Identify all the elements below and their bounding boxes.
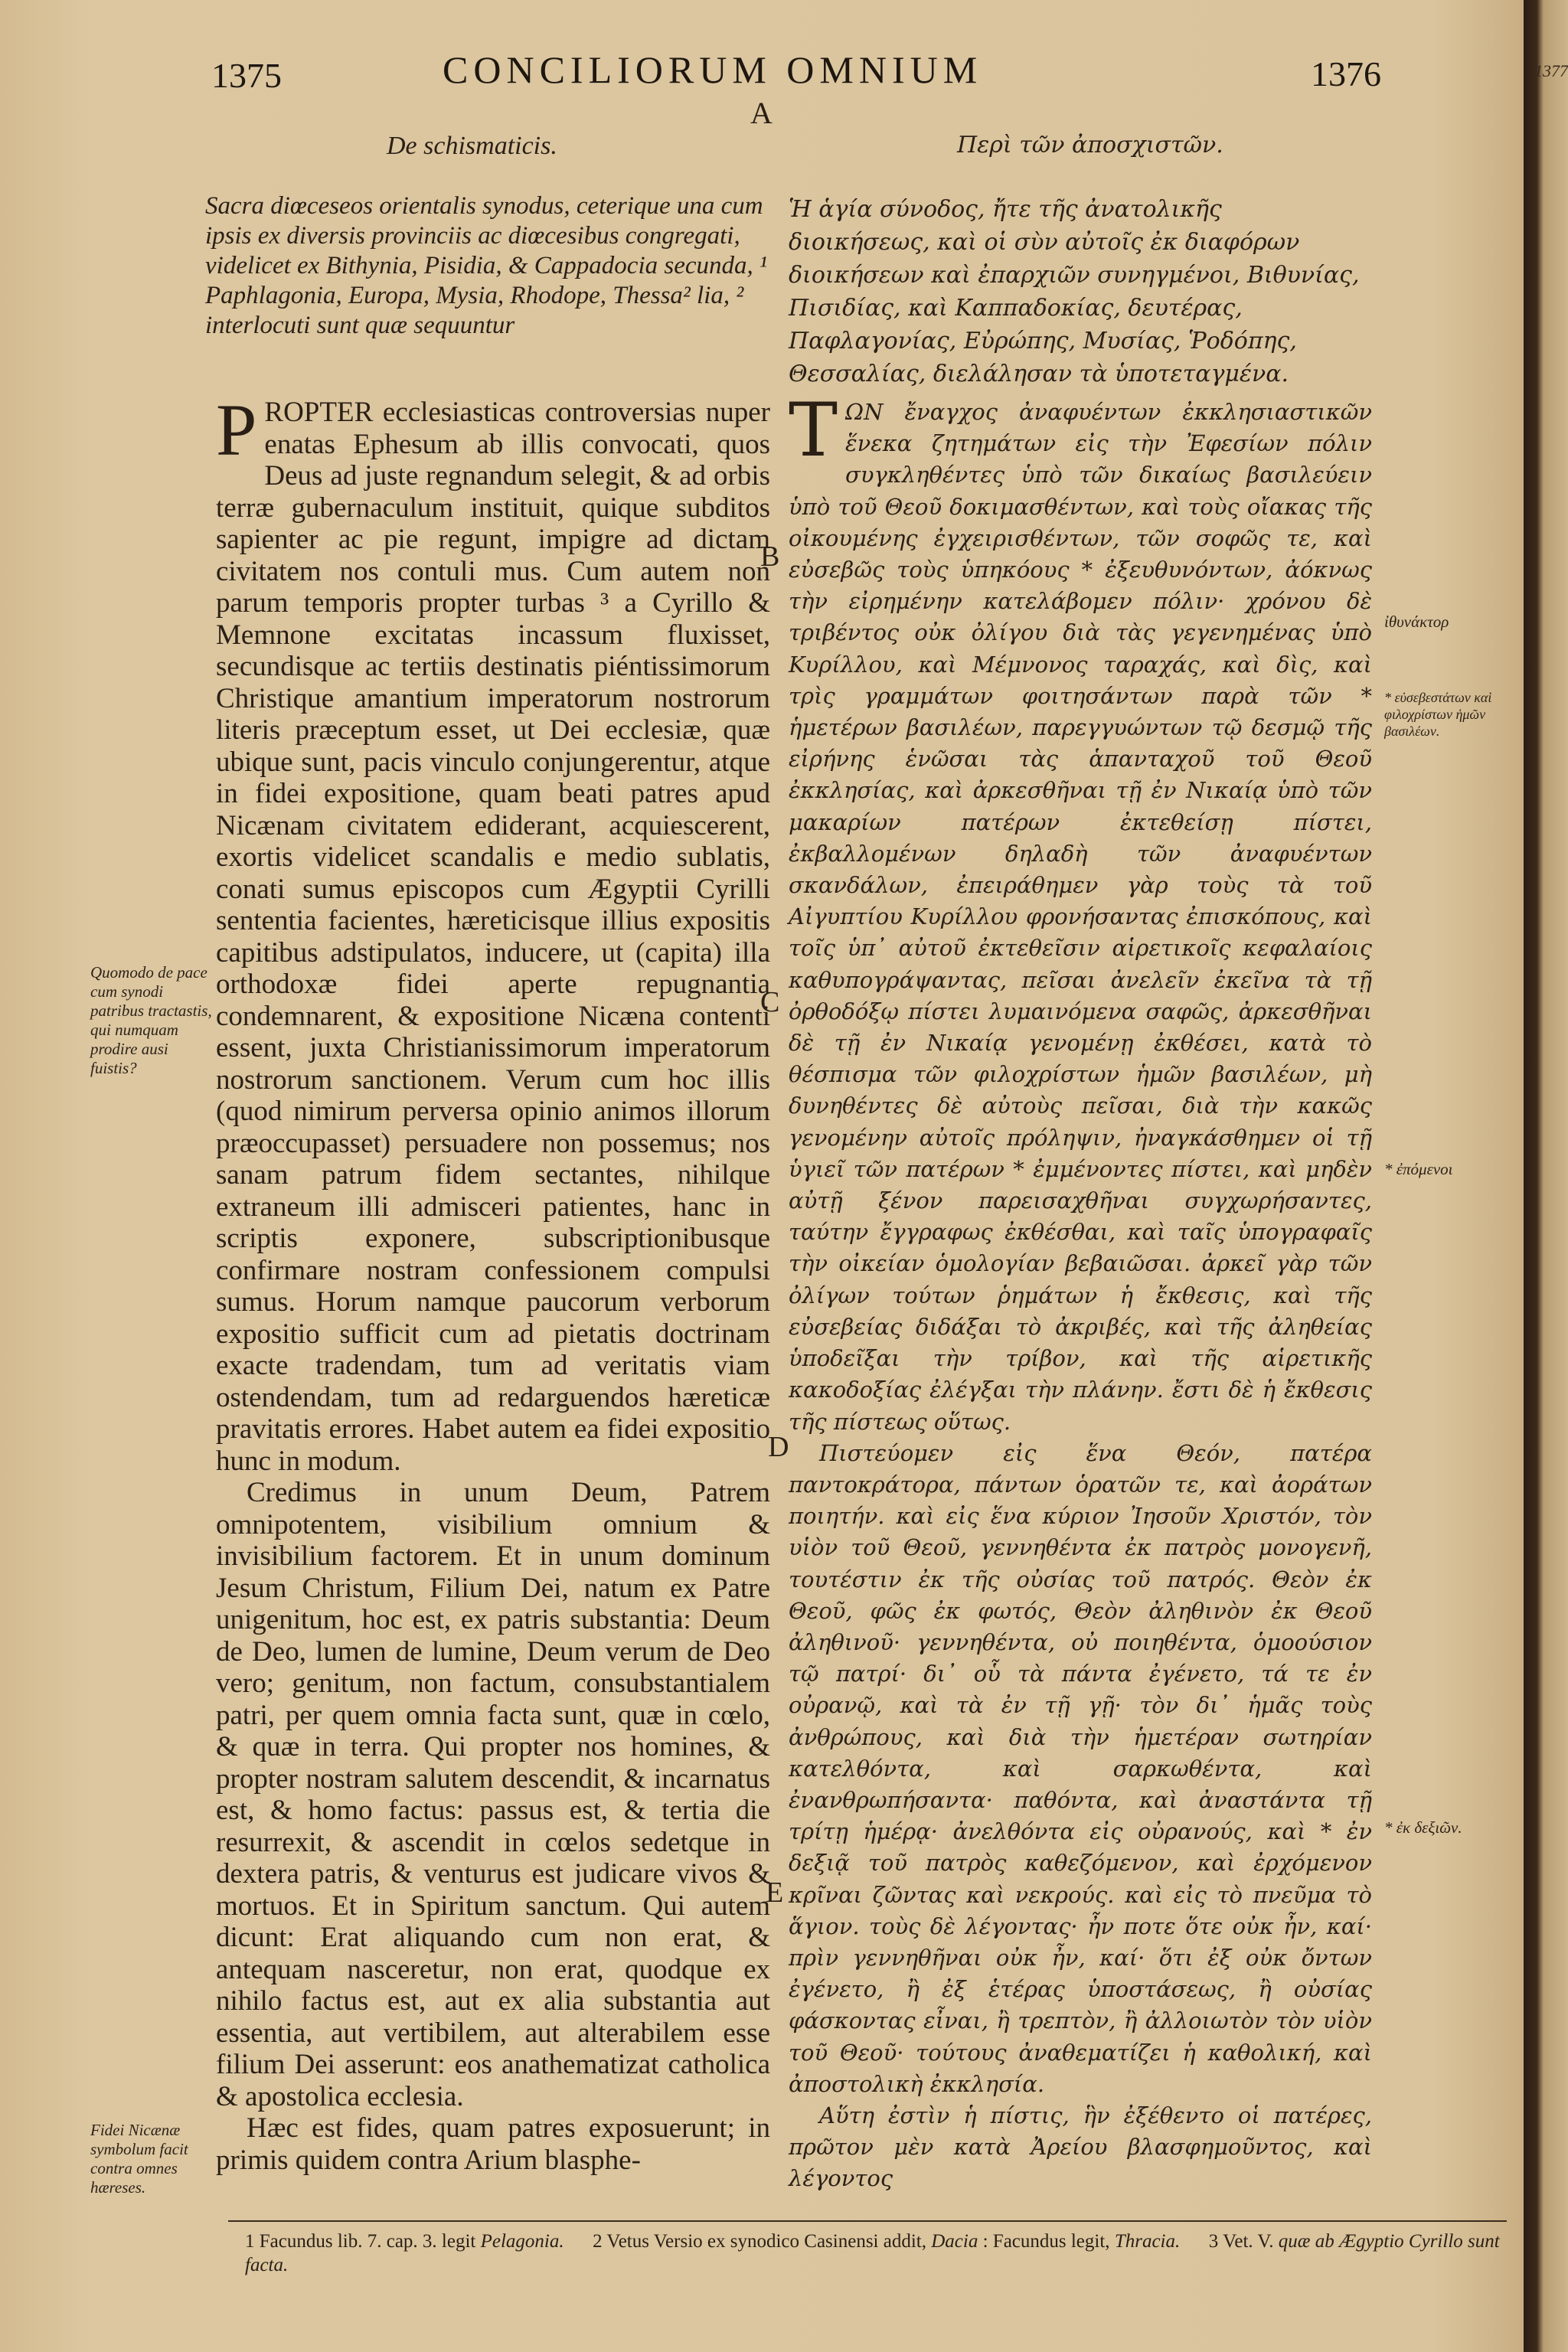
page-number-left: 1375 [211,56,282,95]
next-page-number: 1377 [1534,61,1568,80]
footnote-1-italic: Pelagonia. [480,2231,564,2252]
section-letter-d: D [768,1431,789,1463]
section-letter-c: C [760,986,780,1018]
footnote-3-number: 3 [1208,2231,1219,2252]
greek-heading: Περὶ τῶν ἀποσχιστῶν. [957,132,1223,158]
greek-drop-cap: Τ [789,387,838,473]
margin-note-basileon: * εὐσεβεστάτων καὶ φιλοχρίστων ἡμῶν βασιλέων. [1384,690,1492,739]
latin-intro [205,191,772,341]
page-number-right: 1376 [1311,54,1381,93]
footnotes [245,2230,1501,2277]
latin-intro-text: Sacra diœceseos orientalis synodus, ceterique una cum ipsis ex diversis provinciis ac diœcesibus congregati, videlicet ex Bithynia, Pisidia, & Cappadocia secunda, ¹ Paphlagonia, Europa, Mysia, Rhodope, Thessa² lia, ² interlocuti sunt quæ sequuntur [205,192,767,339]
latin-paragraph-1 [216,389,770,1477]
footnote-2-rest: : Facundus legit, [982,2231,1110,2252]
section-mark-a: A [750,96,773,130]
greek-paragraph-3: Αὕτη ἐστὶν ἡ πίστις, ἣν ἐξέθεντο οἱ πατέρες, πρῶτον μὲν κατὰ Ἀρείου βλασφημοῦντος, καὶ λέγοντος [789,2102,1372,2192]
margin-note-epomenoi: * ἐπόμενοι [1384,1160,1453,1178]
greek-paragraph-1 [789,387,1372,1438]
footnote-2-number: 2 [593,2231,603,2252]
footnote-1-number: 1 [245,2231,255,2252]
section-letter-e: E [766,1877,784,1909]
greek-paragraph-2: Πιστεύομεν εἰς ἕνα Θεόν, πατέρα παντοκράτορα, πάντων ὁρατῶν τε, καὶ ἀοράτων ποιητήν. καὶ εἰς ἕνα κύριον Ἰησοῦν Χριστόν, τὸν υἱὸν τοῦ Θεοῦ, γεννηθέντα ἐκ πατρὸς μονογενῆ, τουτέστιν ἐκ τῆς οὐσίας τοῦ πατρός. Θεὸν ἐκ Θεοῦ, φῶς ἐκ φωτός, Θεὸν ἀληθινὸν ἐκ Θεοῦ ἀληθινοῦ· γεννηθέντα, οὐ ποιηθέντα, ὁμοούσιον τῷ πατρί· δι᾽ οὗ τὰ πάντα ἐγένετο, τά τε ἐν οὐρανῷ, καὶ τὰ ἐν τῇ γῇ· τὸν δι᾽ ἡμᾶς τοὺς ἀνθρώπους, καὶ διὰ τὴν ἡμετέραν σωτηρίαν κατελθόντα, καὶ σαρκωθέντα, καὶ ἐνανθρωπήσαντα· παθόντα, καὶ ἀναστάντα τῇ τρίτῃ ἡμέρᾳ· ἀνελθόντα εἰς οὐρανούς, καὶ * ἐν δεξιᾷ τοῦ πατρὸς καθεζόμενον, καὶ ἐρχόμενον κρῖναι ζῶντας καὶ νεκρούς. καὶ εἰς τὸ πνεῦμα τὸ ἅγιον. τοὺς δὲ λέγοντας· ἦν ποτε ὅτε οὐκ ἦν, καί· πρὶν γεννηθῆναι οὐκ ἦν, καί· ὅτι ἐξ οὐκ ὄντων ἐγένετο, ἢ ἐξ ἑτέρας ὑποστάσεως, ἢ οὐσίας φάσκοντας εἶναι, ἢ τρεπτὸν, ἢ ἀλλοιωτὸν τὸν υἱὸν τοῦ Θεοῦ· τούτους ἀναθεματίζει ἡ καθολική, καὶ ἀποστολικὴ ἐκκλησία. [789,1439,1372,2097]
footnote-2-italic-2: Thracia. [1114,2231,1181,2252]
footnote-1-text: Facundus lib. 7. cap. 3. legit [259,2231,476,2252]
running-title: CONCILIORUM OMNIUM [443,48,983,91]
greek-intro [789,193,1370,390]
margin-note-ithynaktor: ἰθυνάκτορ [1384,612,1449,631]
footnote-line-1 [245,2230,1501,2277]
next-page-edge [1524,0,1568,2352]
margin-note-pace: Quomodo de pace cum synodi patribus tractastis, qui numquam prodire ausi fuistis? [90,963,212,1077]
footnote-3-text: Vet. V. [1223,2231,1274,2252]
footnote-2-italic: Dacia [931,2231,978,2252]
latin-paragraph-1-text: ROPTER ecclesiasticas controversias nuper enatas Ephesum ab illis convocati, quos Deus ad juste regnandum selegit, & ad orbis terræ gubernaculum instituit, quique subditos sapienter ac pie regunt, impigre ad dictam civitatem nos contuli mus. Cum autem non parum temporis propter turbas ³ a Cyrillo & Memnone excitatas incassum fluxisset, secundisque ac tertiis destinatis piéntissimorum Christique amantium imperatorum nostrorum literis præceptum esset, ut Dei ecclesiæ, quæ ubique sunt, pacis vinculo conjungerentur, atque in fidei expositione, quam beati patres apud Nicænam civitatem ediderant, acquiescerent, exortis videlicet scandalis e medio sublatis, conati sumus episcopos cum Ægyptii Cyrilli sententia facientes, hæreticisque illius expositis capitibus adstipulatos, inducere, ut (capita) illa orthodoxæ fidei aperte repugnantia condemnarent, & expositione Nicæna contenti essent, juxta Christianissimorum imperatorum nostrorum sanctionem. Verum cum hoc illis (quod nimirum perversa opinio animos illorum præoccupasset) persuadere non possemus; nos sanam patrum fidem sectantes, nihilque extraneum illi admisceri patientes, hanc in scriptis exponere, subscriptionibusque confirmare nostram confessionem compulsi sumus. Horum namque paucorum verborum expositio sufficit cum ad pietatis doctrinam exacte tradendam, tum ad veritatis viam ostendendam, tum ad redarguendos hæreticæ pravitatis errores. Habet autem ea fidei expositio hunc in modum. [216,397,770,1477]
greek-intro-text: Ἡ ἁγία σύνοδος, ἤτε τῆς ἀνατολικῆς διοικήσεως, καὶ οἱ σὺν αὐτοῖς ἐκ διαφόρων διοικήσεων καὶ ἐπαρχιῶν συνηγμένοι, Βιθυνίας, Πισιδίας, καὶ Καππαδοκίας, δευτέρας, Παφλαγονίας, Εὐρώπης, Μυσίας, Ῥοδόπης, Θεσσαλίας, διελάλησαν τὰ ὑποτεταγμένα. [789,196,1360,387]
footnote-2-text: Vetus Versio ex synodico Casinensi addit, [606,2231,926,2252]
latin-paragraph-2: Credimus in unum Deum, Patrem omnipotentem, visibilium omnium & invisibilium factorem. Et in unum dominum Jesum Christum, Filium Dei, natum ex Patre unigenitum, hoc est, ex patris substantia: Deum de Deo, lumen de lumine, Deum verum de Deo vero; genitum, non factum, consubstantialem patri, per quem omnia facta sunt, quæ in cœlo, & quæ in terra. Qui propter nos homines, & propter nostram salutem descendit, & incarnatus est, & homo factus: passus est, & tertia die resurrexit, & ascendit in cœlos sedetque in dextera patris, & venturus est judicare vivos & mortuos. Et in Spiritum sanctum. Qui autem dicunt: Erat aliquando cum non erat, & antequam nasceretur, non erat, quodque ex nihilo factus est, aut ex alia substantia aut essentia, aut vertibilem, aut alterabilem esse filium Dei asserunt: eos anathematizat catholica & apostolica ecclesia. [216,1477,770,2112]
latin-heading: De schismaticis. [387,132,557,160]
latin-column [216,389,770,2176]
section-letter-b: B [760,541,780,573]
footnote-rule [228,2220,1507,2222]
latin-drop-cap: P [216,389,257,471]
greek-paragraph-1-text: ΩΝ ἔναγχος ἀναφυέντων ἐκκλησιαστικῶν ἕνεκα ζητημάτων εἰς τὴν Ἐφεσίων πόλιν συγκληθέντες ὑπὸ τῶν δικαίως βασιλεύειν ὑπὸ τοῦ Θεοῦ δοκιμασθέντων, καὶ τοὺς οἴακας τῆς οἰκουμένης ἐγχειρισθέντων, τῶν σοφῶς τε, καὶ εὐσεβῶς τοὺς ὑπηκόους * ἐξευθυνόντων, ἀόκνως τὴν εἰρημένην κατελάβομεν πόλιν· χρόνου δὲ τριβέντος οὐκ ὀλίγου διὰ τὰς γεγενημένας ὑπὸ Κυρίλλου, καὶ Μέμνονος ταραχάς, καὶ δὶς, καὶ τρὶς γραμμάτων φοιτησάντων παρὰ τῶν * ἡμετέρων βασιλέων, παρεγγυώντων τῷ δεσμῷ τῆς εἰρήνης ἑνῶσαι τὰς ἁπανταχοῦ τοῦ Θεοῦ ἐκκλησίας, καὶ ἀρκεσθῆναι τῇ ἐν Νικαίᾳ ὑπὸ τῶν μακαρίων πατέρων ἐκτεθείσῃ πίστει, ἐκβαλλομένων δηλαδὴ τῶν ἀναφυέντων σκανδάλων, ἐπειράθημεν γὰρ τοὺς τὰ τοῦ Αἰγυπτίου Κυρίλλου φρονήσαντας ἐπισκόπους, καὶ τοῖς ὑπ᾽ αὐτοῦ ἐκτεθεῖσιν αἱρετικοῖς κεφαλαίοις καθυπογράψαντας, πεῖσαι ἀνελεῖν ἐκεῖνα τὰ τῇ ὀρθοδόξῳ πίστει λυμαινόμενα σαφῶς, ἀρκεσθῆναι δὲ τῇ ἐν Νικαίᾳ γενομένῃ ἐκθέσει, κατὰ τὸ θέσπισμα τῶν φιλοχρίστων ἡμῶν βασιλέων, μὴ δυνηθέντες δὲ αὐτοὺς πεῖσαι, διὰ τὴν κακῶς γενομένην αὐτοῖς πρόληψιν, ἠναγκάσθημεν οἱ τῇ ὑγιεῖ τῶν πατέρων * ἐμμένοντες πίστει, καὶ μηδὲν αὐτῇ ξένον παρεισαχθῆναι συγχωρήσαντες, ταύτην ἔγγραφως ἐκθέσθαι, καὶ ταῖς ὑπογραφαῖς τὴν οἰκείαν ὁμολογίαν βεβαιῶσαι. ἀρκεῖ γὰρ τῶν ὀλίγων τούτων ῥημάτων ἡ ἔκθεσις, καὶ τῆς εὐσεβείας διδάξαι τὸ ἀκριβές, καὶ τῆς ἀληθείας ὑποδεῖξαι τὴν τρίβον, καὶ τῆς αἱρετικῆς κακοδοξίας ἐλέγξαι τὴν πλάνην. ἔστι δὲ ἡ ἔκθεσις τῆς πίστεως οὕτως. [789,399,1372,1435]
latin-paragraph-3: Hæc est fides, quam patres exposuerunt; in primis quidem contra Arium blasphe- [216,2112,770,2176]
margin-note-symbolum: Fidei Nicænæ symbolum facit contra omnes hæreses. [90,2121,188,2197]
greek-column [789,387,1372,2195]
margin-note-ek-dexion: * ἐκ δεξιῶν. [1384,1818,1462,1837]
footnote-3-italic: quæ ab Ægyptio Cyrillo sunt facta. [245,2231,1500,2275]
